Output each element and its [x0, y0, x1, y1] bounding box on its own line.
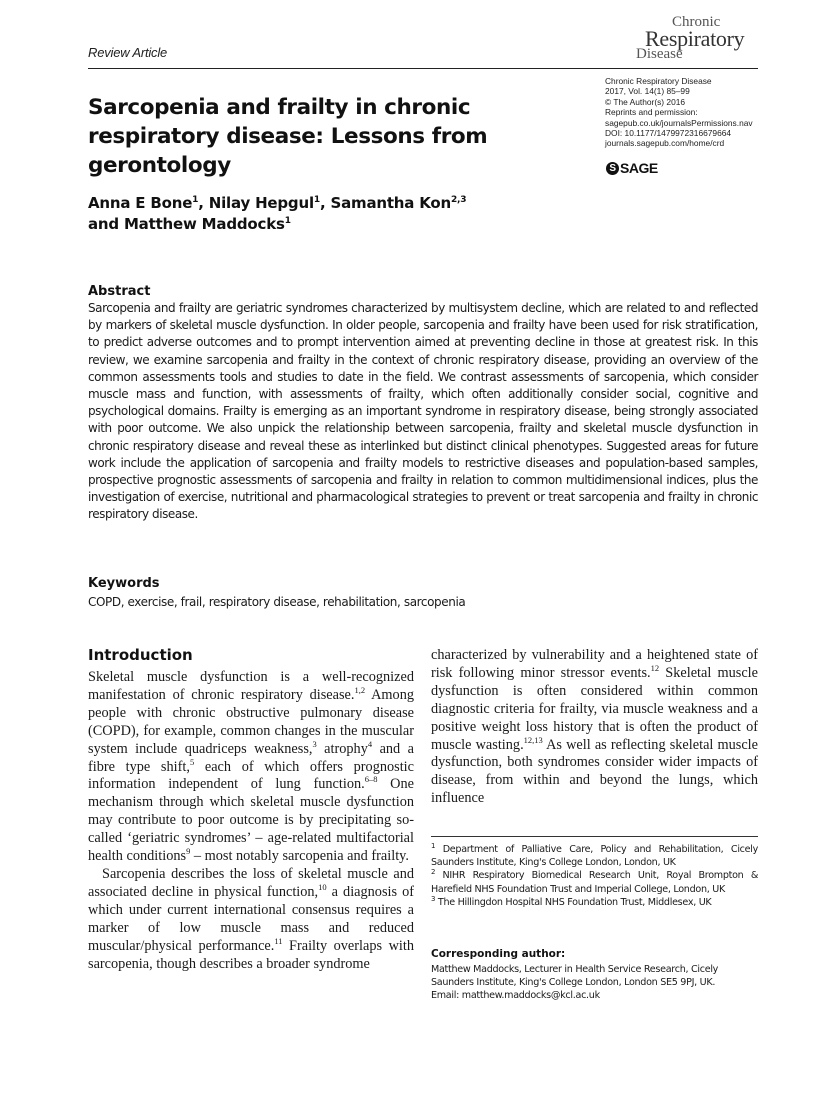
meta-volume: 2017, Vol. 14(1) 85–99 [605, 86, 690, 97]
author-separator: , [198, 194, 209, 212]
text-run: As well as reflecting skeletal muscle dysfunction, both syndromes consider wider impacts of disease, from within and beyond the lungs, which influence [431, 736, 758, 807]
introduction-heading: Introduction [88, 646, 193, 664]
affiliation-number: 2 [431, 868, 436, 877]
author-name: Anna E Bone [88, 194, 193, 212]
text-run: Frailty overlaps with sarcopenia, though describes a broader syndrome [88, 937, 414, 972]
citation-ref[interactable]: 4 [367, 738, 373, 749]
corresponding-email[interactable]: Email: matthew.maddocks@kcl.ac.uk [431, 990, 600, 1002]
affiliation-number: 1 [431, 842, 436, 850]
text-run: Among people with chronic obstructive pulmonary disease (COPD), for example, common changes in the muscular system include quadriceps weakness, [88, 686, 414, 757]
text-run: Skeletal muscle dysfunction is a well-recognized manifestation of chronic respiratory disease. [88, 669, 414, 703]
citation-ref[interactable]: 1,2 [354, 684, 366, 695]
publication-meta [605, 76, 775, 149]
affiliation-item [431, 869, 758, 895]
meta-doi[interactable]: DOI: 10.1177/1479972316679664 [605, 128, 732, 139]
corresponding-author-details [431, 963, 758, 1003]
meta-copyright: © The Author(s) 2016 [605, 96, 686, 107]
meta-journal: Chronic Respiratory Disease [605, 76, 712, 86]
affiliation-text: The Hillingdon Hospital NHS Foundation Trust, Middlesex, UK [437, 896, 712, 908]
affiliation-text: Department of Palliative Care, Policy and Rehabilitation, Cicely Saunders Institute, King's College London, London, UK [431, 844, 758, 869]
body-column-right [431, 647, 758, 808]
publisher-logo-text: SAGE [620, 160, 658, 176]
affiliation-item [431, 896, 758, 909]
intro-paragraph-2-continued [431, 647, 758, 808]
author-list [88, 193, 548, 235]
citation-ref[interactable]: 12,13 [523, 734, 543, 745]
corresponding-author-heading: Corresponding author: [431, 948, 566, 960]
text-run: – most notably sarcopenia and frailty. [190, 848, 409, 865]
keywords-text: COPD, exercise, frail, respiratory disease, rehabilitation, sarcopenia [88, 595, 466, 609]
text-run: a diagnosis of which under current international consensus requires a marker of low muscle mass and reduced muscular/physical performance. [88, 883, 414, 954]
citation-ref[interactable]: 10 [318, 881, 327, 892]
citation-ref[interactable]: 9 [186, 846, 191, 857]
footnote-divider [431, 836, 758, 837]
sage-circle-s-icon: S [606, 162, 619, 175]
affiliation-item [431, 843, 758, 869]
corresponding-line: Saunders Institute, King's College London, London SE5 9PJ, UK. [431, 977, 716, 989]
author-affiliation: 1 [313, 195, 320, 205]
author-affiliation: 1 [284, 216, 291, 226]
author-name: and Matthew Maddocks [88, 215, 285, 233]
keywords-heading: Keywords [88, 576, 160, 591]
affiliation-text: NIHR Respiratory Biomedical Research Unit, Royal Brompton & Harefield NHS Foundation Trust and Imperial College, London, UK [431, 870, 759, 895]
citation-ref[interactable]: 3 [312, 738, 317, 749]
affiliations-footnotes [431, 843, 758, 909]
intro-paragraph-2 [88, 866, 414, 973]
meta-reprints: Reprints and permission: [605, 107, 698, 118]
body-column-left [88, 669, 414, 973]
text-run: and a fibre type shift, [88, 740, 415, 775]
affiliation-number: 3 [431, 894, 436, 903]
citation-ref[interactable]: 5 [189, 756, 195, 767]
journal-logo-line1: Chronic [672, 14, 721, 30]
abstract-text: Sarcopenia and frailty are geriatric syndromes characterized by multisystem decline, which are related to and reflected by markers of skeletal muscle dysfunction. In older people, sarcopenia and frailty have been used for risk stratification, to predict adverse outcomes and to prompt intervention aimed at preventing decline in those at greatest risk. In this review, we examine sarcopenia and frailty in the context of chronic respiratory disease, providing an overview of the common assessments tools and studies to date in the field. We contrast assessments of sarcopenia, which consider muscle mass and function, with assessments of frailty, which often additionally consider social, cognitive and psychological domains. Frailty is emerging as an important syndrome in respiratory disease, being strongly associated with poor outcome. We also unpick the relationship between sarcopenia, frailty and skeletal muscle dysfunction in chronic respiratory disease and reveal these as interlinked but distinct clinical phenotypes. Suggested areas for future work include the application of sarcopenia and frailty models to restrictive diseases and population-based samples, prospective prognostic assessments of sarcopenia and frailty in relation to common multidimensional indices, plus the investigation of exercise, nutritional and pharmacological strategies to prevent or treat sarcopenia and frailty in chronic respiratory disease. [88, 301, 758, 522]
meta-permissions-link[interactable]: sagepub.co.uk/journalsPermissions.nav [605, 117, 753, 128]
citation-ref[interactable]: 6–8 [364, 774, 378, 785]
text-run: One mechanism through which skeletal muscle dysfunction may contribute to poor outcome is by precipitating so-called ‘geriatric syndromes’ – age-related multifactorial health conditions [88, 776, 414, 865]
author-affiliation: 2,3 [450, 195, 467, 205]
text-run: each of which offers prognostic information independent of lung function. [88, 758, 414, 793]
corresponding-line: Matthew Maddocks, Lecturer in Health Service Research, Cicely [431, 964, 719, 975]
intro-paragraph-1 [88, 669, 414, 866]
header-divider [88, 68, 758, 69]
publisher-logo [606, 160, 658, 176]
journal-logo-line2: Respiratory [645, 26, 745, 51]
journal-logo-line3: Disease [636, 46, 683, 62]
author-separator: , [319, 194, 331, 212]
paper-title: Sarcopenia and frailty in chronic respiratory disease: Lessons from gerontology [88, 95, 488, 178]
text-run: Skeletal muscle dysfunction is often considered within common diagnostic criteria for frailty, via muscle weakness and a positive weight loss history that is often the product of muscle wasting. [431, 664, 758, 753]
abstract-heading: Abstract [88, 284, 151, 299]
author-name: Samantha Kon [330, 194, 451, 212]
author-name: Nilay Hepgul [208, 194, 314, 212]
text-run: Sarcopenia describes the loss of skeletal muscle and associated decline in physical function, [88, 865, 414, 900]
article-type-label: Review Article [88, 45, 168, 60]
text-run: atrophy [316, 740, 368, 757]
citation-ref[interactable]: 12 [650, 662, 660, 673]
text-run: characterized by vulnerability and a heightened state of risk following minor stressor events. [431, 647, 758, 681]
meta-journal-link[interactable]: journals.sagepub.com/home/crd [605, 138, 725, 149]
citation-ref[interactable]: 11 [274, 935, 283, 946]
journal-logo [632, 14, 762, 64]
author-affiliation: 1 [192, 195, 199, 205]
